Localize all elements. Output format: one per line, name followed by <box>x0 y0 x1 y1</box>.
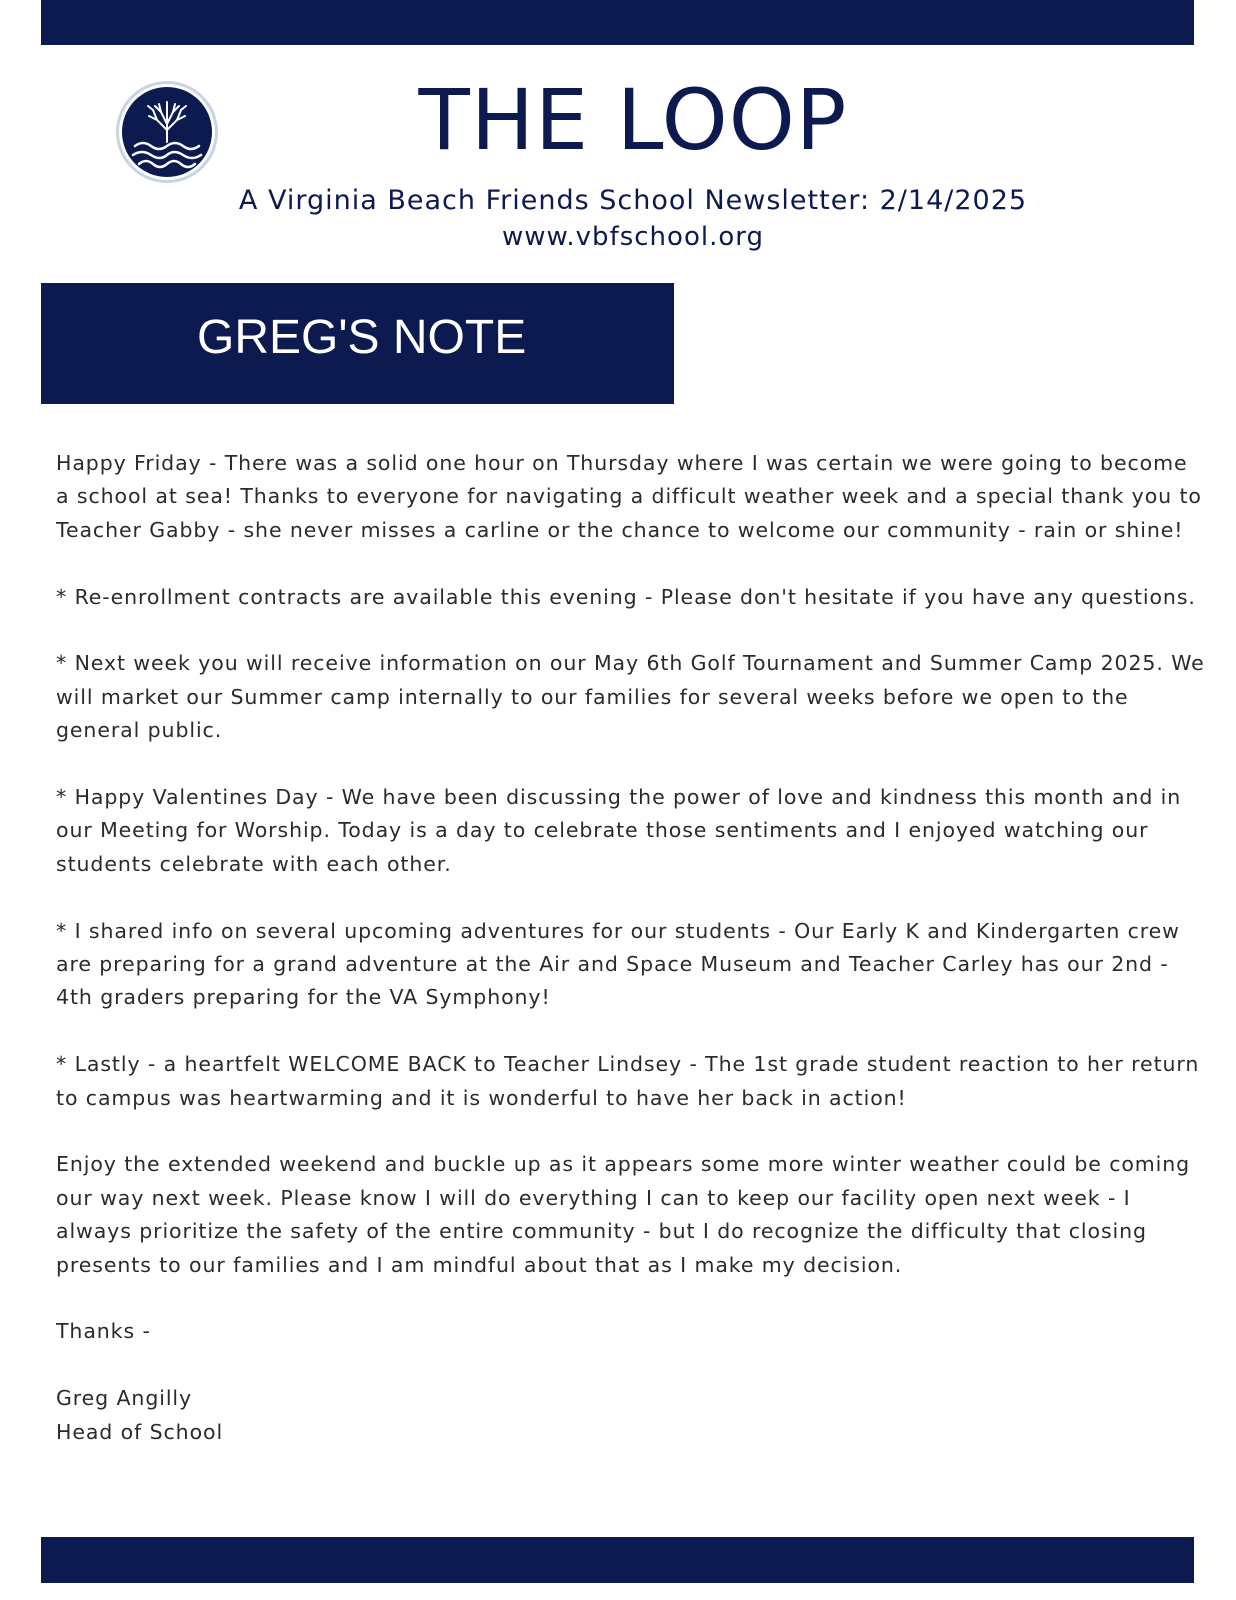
note-bullet-adventures: * I shared info on several upcoming adventures for our students - Our Early K and Kindergarten crew are preparing for a grand adventure at the Air and Space Museum and Teacher Carley has our 2nd - 4th graders preparing for the VA Symphony! <box>56 918 1180 1010</box>
note-closing-paragraph: Enjoy the extended weekend and buckle up as it appears some more winter weather could be coming our way next week. Please know I will do everything I can to keep our facility open next week - I always prioritize the safety of the entire community - but I do recognize the difficulty that closing presents to our families and I am mindful about that as I make my decision. <box>56 1152 1191 1277</box>
note-intro-paragraph: Happy Friday - There was a solid one hour on Thursday where I was certain we were going to become a school at sea! Thanks to everyone for navigating a difficult weather week and a special thank you to Teacher Gabby - she never misses a carline or the chance to welcome our community - rain or shine! <box>56 451 1202 542</box>
note-bullet-golf-summer-camp: * Next week you will receive information on our May 6th Golf Tournament and Summer Camp 2025. We will market our Summer camp internally to our families for several weeks before we open to the general public. <box>56 651 1205 743</box>
bottom-border-bar <box>41 1537 1194 1583</box>
signature-title: Head of School <box>56 1419 224 1444</box>
note-signoff: Thanks - <box>56 1319 151 1344</box>
note-bullet-reenrollment: * Re-enrollment contracts are available this evening - Please don't hesitate if you have any questions. <box>56 584 1196 609</box>
signature-name: Greg Angilly <box>56 1386 193 1411</box>
top-border-bar <box>41 0 1194 45</box>
newsletter-subtitle: A Virginia Beach Friends School Newsletter: 2/14/2025 <box>238 185 1028 216</box>
school-website: www.vbfschool.org <box>502 222 764 252</box>
note-body <box>56 447 1206 1449</box>
note-bullet-welcome-back: * Lastly - a heartfelt WELCOME BACK to Teacher Lindsey - The 1st grade student reaction to her return to campus was heartwarming and it is wonderful to have her back in action! <box>56 1052 1200 1110</box>
section-title: GREG'S NOTE <box>197 311 527 364</box>
section-banner <box>41 283 674 404</box>
newsletter-title: THE LOOP <box>418 71 848 169</box>
note-bullet-valentines: * Happy Valentines Day - We have been discussing the power of love and kindness this month and in our Meeting for Worship. Today is a day to celebrate those sentiments and I enjoyed watching our students celebrate with each other. <box>56 785 1182 876</box>
